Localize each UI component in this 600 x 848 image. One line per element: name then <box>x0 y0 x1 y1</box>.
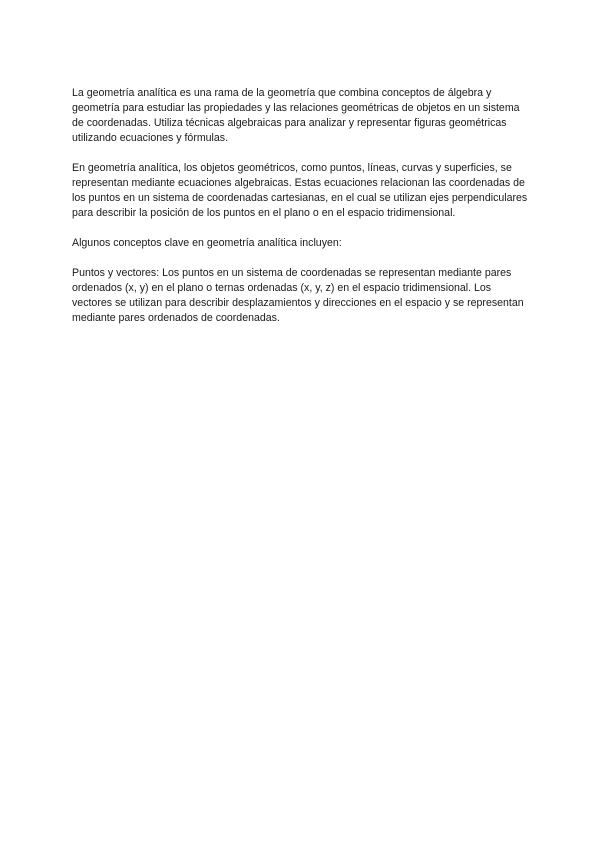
paragraph-intro: La geometría analítica es una rama de la geometría que combina conceptos de álgebra y geometría para estudiar las propiedades y las relaciones geométricas de objetos en un sistema de coordenadas. Utiliza técnicas algebraicas para analizar y representar figuras geométricas utilizando ecuaciones y fórmulas. <box>72 87 520 144</box>
document-body <box>72 86 532 341</box>
paragraph-points-vectors: Puntos y vectores: Los puntos en un sistema de coordenadas se representan mediante pares ordenados (x, y) en el plano o ternas ordenadas (x, y, z) en el espacio tridimensional. Los vectores se utilizan para describir desplazamientos y direcciones en el espacio y se representan mediante pares ordenados de coordenadas. <box>72 267 524 324</box>
paragraph-key-concepts: Algunos conceptos clave en geometría analítica incluyen: <box>72 237 342 249</box>
paragraph-objects: En geometría analítica, los objetos geométricos, como puntos, líneas, curvas y superficies, se representan mediante ecuaciones algebraicas. Estas ecuaciones relacionan las coordenadas de los puntos en un sistema de coordenadas cartesianas, en el cual se utilizan ejes perpendiculares para describir la posición de los puntos en el plano o en el espacio tridimensional. <box>72 162 528 219</box>
